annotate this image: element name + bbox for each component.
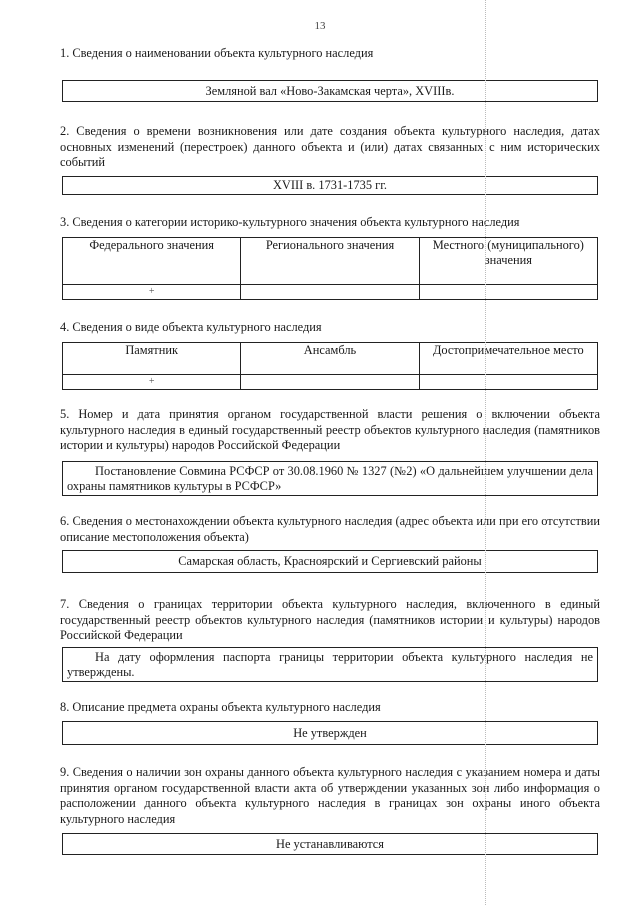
type-table: [62, 342, 598, 390]
section-1-heading: 1. Сведения о наименовании объекта культурного наследия: [60, 46, 374, 60]
type-landmark-mark: [419, 375, 597, 390]
section-3-heading: 3. Сведения о категории историко-культурного значения объекта культурного наследия: [60, 215, 520, 229]
protection-zones-value: Не устанавливаются: [62, 833, 598, 855]
category-header-row: [63, 238, 598, 285]
section-5-heading: 5. Номер и дата принятия органом государственной власти решения о включении объекта культурного наследия в единый государственный реестр объектов культурного наследия (памятников истории и культуры) народов Российской Федерации: [60, 407, 600, 452]
type-ensemble-mark: [241, 375, 419, 390]
type-landmark: Достопримечательное место: [419, 343, 597, 375]
type-monument-mark: +: [63, 375, 241, 390]
category-local-mark: [419, 285, 597, 300]
type-ensemble: Ансамбль: [241, 343, 419, 375]
category-federal-mark: +: [63, 285, 241, 300]
location-value: Самарская область, Красноярский и Сергиевский районы: [62, 550, 598, 573]
type-monument: Памятник: [63, 343, 241, 375]
creation-date-value: XVIII в. 1731-1735 гг.: [62, 176, 598, 195]
category-regional: Регионального значения: [241, 238, 419, 285]
category-local: Местного (муниципального) значения: [419, 238, 597, 285]
section-4-heading: 4. Сведения о виде объекта культурного наследия: [60, 320, 322, 334]
protection-subject-value: Не утвержден: [62, 721, 598, 745]
registry-decision-value: Постановление Совмина РСФСР от 30.08.1960 № 1327 (№2) «О дальнейшем улучшении дела охраны памятников культуры в РСФСР»: [62, 461, 598, 496]
category-federal: Федерального значения: [63, 238, 241, 285]
section-9-heading: 9. Сведения о наличии зон охраны данного объекта культурного наследия с указанием номера и даты принятия органом государственной власти акта об утверждении указанных зон либо информация о расположении данного объекта культурного наследия в границах зон охраны иного объекта культурного наследия: [60, 765, 600, 826]
territory-borders-value: На дату оформления паспорта границы территории объекта культурного наследия не утверждены.: [62, 647, 598, 682]
page-number: 13: [314, 20, 326, 32]
section-2-heading: 2. Сведения о времени возникновения или дате создания объекта культурного наследия, датах основных изменений (перестроек) данного объекта и (или) датах связанных с ним исторических событий: [60, 124, 600, 169]
scan-fold-line: [485, 0, 486, 905]
category-mark-row: [63, 285, 598, 300]
category-table: [62, 237, 598, 300]
section-6-heading: 6. Сведения о местонахождении объекта культурного наследия (адрес объекта или при его отсутствии описание местоположения объекта): [60, 514, 600, 544]
object-name-value: Земляной вал «Ново-Закамская черта», XVIIIв.: [62, 80, 598, 102]
section-8-heading: 8. Описание предмета охраны объекта культурного наследия: [60, 700, 381, 714]
category-regional-mark: [241, 285, 419, 300]
type-mark-row: [63, 375, 598, 390]
section-7-heading: 7. Сведения о границах территории объекта культурного наследия, включенного в единый государственный реестр объектов культурного наследия (памятников истории и культуры) народов Российской Федерации: [60, 597, 600, 642]
type-header-row: [63, 343, 598, 375]
